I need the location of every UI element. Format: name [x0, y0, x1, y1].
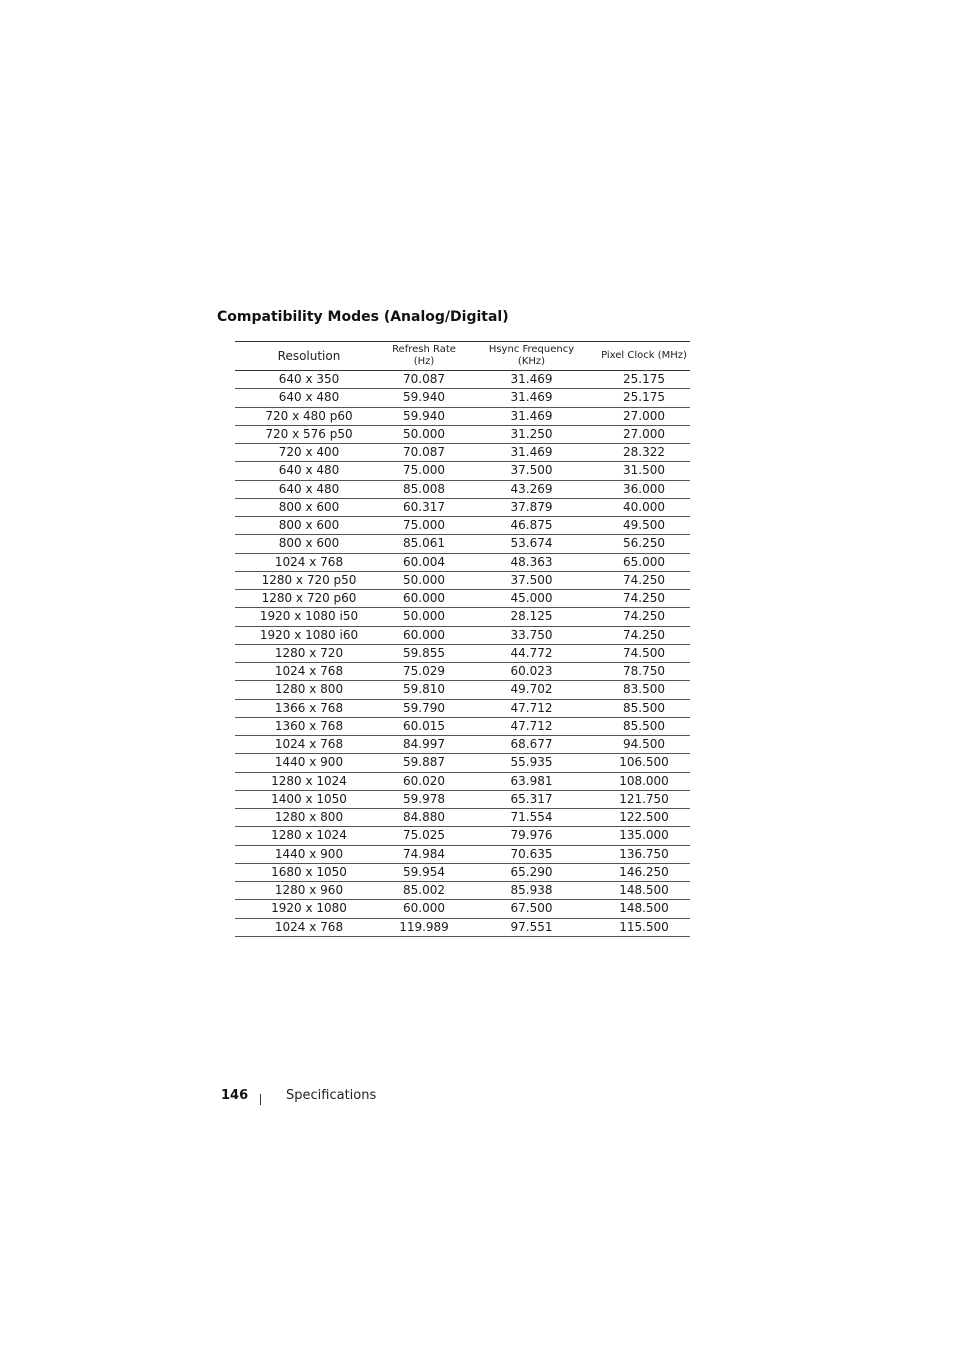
table-row — [235, 498, 690, 516]
cell-resolution: 1280 x 800 — [235, 809, 383, 827]
table-row — [235, 425, 690, 443]
header-hsync-frequency — [465, 342, 598, 371]
cell-hsync-frequency: 71.554 — [465, 809, 598, 827]
cell-resolution: 1920 x 1080 — [235, 900, 383, 918]
cell-pixel-clock: 25.175 — [598, 371, 690, 389]
table-body — [235, 371, 690, 937]
cell-pixel-clock: 136.750 — [598, 845, 690, 863]
cell-pixel-clock: 27.000 — [598, 425, 690, 443]
cell-pixel-clock: 85.500 — [598, 699, 690, 717]
cell-resolution: 1280 x 720 p60 — [235, 590, 383, 608]
cell-resolution: 1280 x 960 — [235, 882, 383, 900]
cell-refresh-rate: 85.061 — [383, 535, 465, 553]
cell-refresh-rate: 70.087 — [383, 371, 465, 389]
cell-refresh-rate: 50.000 — [383, 571, 465, 589]
table-row — [235, 389, 690, 407]
cell-resolution: 640 x 480 — [235, 480, 383, 498]
cell-pixel-clock: 148.500 — [598, 882, 690, 900]
table-row — [235, 462, 690, 480]
header-refresh-rate — [383, 342, 465, 371]
table-row — [235, 845, 690, 863]
cell-hsync-frequency: 49.702 — [465, 681, 598, 699]
cell-pixel-clock: 146.250 — [598, 863, 690, 881]
cell-pixel-clock: 74.250 — [598, 590, 690, 608]
table-row — [235, 717, 690, 735]
compatibility-modes-table — [235, 341, 690, 937]
table-row — [235, 590, 690, 608]
cell-resolution: 1280 x 1024 — [235, 772, 383, 790]
cell-hsync-frequency: 31.469 — [465, 407, 598, 425]
cell-pixel-clock: 135.000 — [598, 827, 690, 845]
cell-pixel-clock: 36.000 — [598, 480, 690, 498]
cell-refresh-rate: 50.000 — [383, 425, 465, 443]
cell-refresh-rate: 60.015 — [383, 717, 465, 735]
cell-hsync-frequency: 28.125 — [465, 608, 598, 626]
page-number: 146 — [221, 1088, 249, 1103]
cell-refresh-rate: 75.000 — [383, 462, 465, 480]
cell-resolution: 1024 x 768 — [235, 736, 383, 754]
cell-hsync-frequency: 31.469 — [465, 371, 598, 389]
footer-divider — [260, 1094, 261, 1105]
cell-refresh-rate: 119.989 — [383, 918, 465, 936]
cell-hsync-frequency: 31.250 — [465, 425, 598, 443]
cell-pixel-clock: 74.250 — [598, 571, 690, 589]
cell-pixel-clock: 148.500 — [598, 900, 690, 918]
cell-hsync-frequency: 37.879 — [465, 498, 598, 516]
footer-section-label: Specifications — [286, 1088, 377, 1103]
cell-hsync-frequency: 55.935 — [465, 754, 598, 772]
cell-refresh-rate: 84.880 — [383, 809, 465, 827]
cell-resolution: 800 x 600 — [235, 498, 383, 516]
cell-resolution: 720 x 576 p50 — [235, 425, 383, 443]
cell-resolution: 1440 x 900 — [235, 754, 383, 772]
cell-resolution: 640 x 480 — [235, 389, 383, 407]
cell-refresh-rate: 75.025 — [383, 827, 465, 845]
cell-hsync-frequency: 85.938 — [465, 882, 598, 900]
cell-resolution: 1280 x 720 — [235, 644, 383, 662]
cell-refresh-rate: 84.997 — [383, 736, 465, 754]
table-row — [235, 407, 690, 425]
cell-refresh-rate: 59.978 — [383, 790, 465, 808]
cell-resolution: 1366 x 768 — [235, 699, 383, 717]
cell-pixel-clock: 74.250 — [598, 626, 690, 644]
table-row — [235, 681, 690, 699]
table-row — [235, 608, 690, 626]
table-row — [235, 571, 690, 589]
cell-refresh-rate: 85.008 — [383, 480, 465, 498]
cell-hsync-frequency: 31.469 — [465, 389, 598, 407]
header-hsync-line2: (KHz) — [517, 356, 546, 367]
modes-table — [235, 341, 690, 937]
table-row — [235, 480, 690, 498]
cell-hsync-frequency: 43.269 — [465, 480, 598, 498]
cell-refresh-rate: 75.000 — [383, 517, 465, 535]
header-refresh-rate-line2: (Hz) — [413, 356, 435, 367]
cell-pixel-clock: 121.750 — [598, 790, 690, 808]
cell-pixel-clock: 106.500 — [598, 754, 690, 772]
cell-hsync-frequency: 70.635 — [465, 845, 598, 863]
section-title: Compatibility Modes (Analog/Digital) — [217, 309, 509, 325]
cell-hsync-frequency: 48.363 — [465, 553, 598, 571]
cell-pixel-clock: 94.500 — [598, 736, 690, 754]
table-row — [235, 517, 690, 535]
table-row — [235, 918, 690, 936]
cell-hsync-frequency: 33.750 — [465, 626, 598, 644]
table-row — [235, 754, 690, 772]
cell-hsync-frequency: 63.981 — [465, 772, 598, 790]
cell-refresh-rate: 59.940 — [383, 407, 465, 425]
cell-resolution: 1280 x 1024 — [235, 827, 383, 845]
cell-pixel-clock: 40.000 — [598, 498, 690, 516]
cell-refresh-rate: 60.000 — [383, 900, 465, 918]
table-row — [235, 644, 690, 662]
table-row — [235, 535, 690, 553]
cell-refresh-rate: 74.984 — [383, 845, 465, 863]
cell-resolution: 1280 x 720 p50 — [235, 571, 383, 589]
cell-resolution: 1680 x 1050 — [235, 863, 383, 881]
cell-refresh-rate: 70.087 — [383, 444, 465, 462]
cell-resolution: 720 x 480 p60 — [235, 407, 383, 425]
cell-refresh-rate: 75.029 — [383, 663, 465, 681]
table-row — [235, 663, 690, 681]
cell-hsync-frequency: 37.500 — [465, 571, 598, 589]
cell-pixel-clock: 28.322 — [598, 444, 690, 462]
cell-hsync-frequency: 65.290 — [465, 863, 598, 881]
cell-refresh-rate: 60.020 — [383, 772, 465, 790]
cell-resolution: 1440 x 900 — [235, 845, 383, 863]
cell-resolution: 1024 x 768 — [235, 553, 383, 571]
header-hsync-line1: Hsync Frequency — [488, 344, 575, 355]
cell-hsync-frequency: 53.674 — [465, 535, 598, 553]
cell-pixel-clock: 74.250 — [598, 608, 690, 626]
cell-refresh-rate: 60.004 — [383, 553, 465, 571]
cell-refresh-rate: 60.317 — [383, 498, 465, 516]
cell-pixel-clock: 83.500 — [598, 681, 690, 699]
cell-resolution: 1024 x 768 — [235, 663, 383, 681]
cell-hsync-frequency: 65.317 — [465, 790, 598, 808]
cell-pixel-clock: 56.250 — [598, 535, 690, 553]
header-resolution: Resolution — [235, 342, 383, 371]
cell-pixel-clock: 25.175 — [598, 389, 690, 407]
cell-refresh-rate: 59.940 — [383, 389, 465, 407]
cell-hsync-frequency: 31.469 — [465, 444, 598, 462]
cell-hsync-frequency: 44.772 — [465, 644, 598, 662]
cell-pixel-clock: 27.000 — [598, 407, 690, 425]
cell-hsync-frequency: 79.976 — [465, 827, 598, 845]
cell-refresh-rate: 60.000 — [383, 626, 465, 644]
cell-resolution: 640 x 350 — [235, 371, 383, 389]
table-row — [235, 444, 690, 462]
cell-pixel-clock: 49.500 — [598, 517, 690, 535]
cell-refresh-rate: 85.002 — [383, 882, 465, 900]
cell-resolution: 800 x 600 — [235, 517, 383, 535]
cell-resolution: 1024 x 768 — [235, 918, 383, 936]
table-row — [235, 900, 690, 918]
table-row — [235, 827, 690, 845]
cell-pixel-clock: 74.500 — [598, 644, 690, 662]
table-header-row — [235, 342, 690, 371]
cell-hsync-frequency: 45.000 — [465, 590, 598, 608]
cell-refresh-rate: 59.887 — [383, 754, 465, 772]
table-row — [235, 736, 690, 754]
cell-refresh-rate: 50.000 — [383, 608, 465, 626]
cell-pixel-clock: 122.500 — [598, 809, 690, 827]
cell-resolution: 1360 x 768 — [235, 717, 383, 735]
cell-resolution: 1920 x 1080 i60 — [235, 626, 383, 644]
cell-refresh-rate: 59.790 — [383, 699, 465, 717]
cell-hsync-frequency: 68.677 — [465, 736, 598, 754]
cell-resolution: 800 x 600 — [235, 535, 383, 553]
cell-resolution: 640 x 480 — [235, 462, 383, 480]
table-row — [235, 772, 690, 790]
cell-pixel-clock: 78.750 — [598, 663, 690, 681]
cell-hsync-frequency: 47.712 — [465, 699, 598, 717]
cell-resolution: 1280 x 800 — [235, 681, 383, 699]
header-refresh-rate-line1: Refresh Rate — [392, 344, 456, 355]
cell-refresh-rate: 59.954 — [383, 863, 465, 881]
table-row — [235, 882, 690, 900]
table-row — [235, 790, 690, 808]
table-row — [235, 553, 690, 571]
cell-resolution: 720 x 400 — [235, 444, 383, 462]
table-row — [235, 371, 690, 389]
cell-resolution: 1920 x 1080 i50 — [235, 608, 383, 626]
table-row — [235, 699, 690, 717]
cell-pixel-clock: 31.500 — [598, 462, 690, 480]
header-pixel-clock: Pixel Clock (MHz) — [598, 342, 690, 371]
cell-pixel-clock: 115.500 — [598, 918, 690, 936]
cell-hsync-frequency: 37.500 — [465, 462, 598, 480]
cell-pixel-clock: 108.000 — [598, 772, 690, 790]
cell-pixel-clock: 65.000 — [598, 553, 690, 571]
cell-hsync-frequency: 97.551 — [465, 918, 598, 936]
cell-refresh-rate: 59.855 — [383, 644, 465, 662]
table-row — [235, 626, 690, 644]
cell-pixel-clock: 85.500 — [598, 717, 690, 735]
cell-refresh-rate: 60.000 — [383, 590, 465, 608]
cell-hsync-frequency: 46.875 — [465, 517, 598, 535]
table-row — [235, 809, 690, 827]
cell-resolution: 1400 x 1050 — [235, 790, 383, 808]
cell-hsync-frequency: 60.023 — [465, 663, 598, 681]
table-row — [235, 863, 690, 881]
cell-hsync-frequency: 67.500 — [465, 900, 598, 918]
cell-refresh-rate: 59.810 — [383, 681, 465, 699]
cell-hsync-frequency: 47.712 — [465, 717, 598, 735]
